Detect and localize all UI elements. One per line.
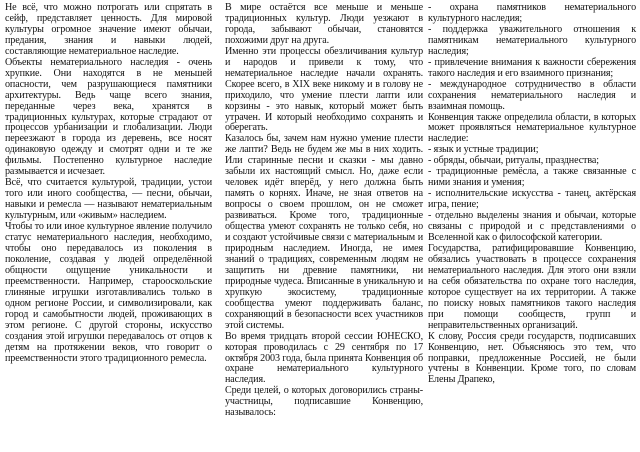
list-item: - традиционные ремёсла, а также связанные с ними знания и умения; (428, 166, 636, 189)
list-item: - международное сотрудничество в области сохранения нематериального наследия и взаимная помощь. (428, 78, 636, 112)
paragraph: В мире остаётся все меньше и меньше традиционных культур. Люди уезжают в города, забывают обычаи, становятся похожими друг на друга. (225, 2, 423, 46)
list-item: - отдельно выделены знания и обычаи, которые связаны с природой и с представлениями о Вселенной как о философской категории. (428, 210, 636, 244)
list-item: - привлечение внимания к важности сбережения такого наследия и его взаимного признания; (428, 56, 636, 79)
paragraph: Именно эти процессы обезличивания культур и народов и привели к тому, что нематериальное наследие начали охранять. Скорее всего, в XIX веке никому и в голову не приходило, что умение плести лапти или корзины - это навык, который может быть утрачен. И который необходимо сохранять и оберегать. (225, 45, 423, 134)
text-column-1 (5, 3, 212, 364)
paragraph: Всё, что считается культурой, традиции, устои того или иного сообщества, — песни, обычаи, навыки и ремесла — называют нематериальным культурным, или «живым» наследием. (5, 177, 212, 222)
paragraph: Государства, ратифицировавшие Конвенцию, обязались участвовать в процессе сохранения нематериального наследия. Для этого они взяли на себя обязательства по охране того наследия, которое существует на их территории. А также по поиску новых памятников такого наследия при помощи сообществ, групп и неправительственных организаций. (428, 242, 636, 331)
paragraph: Среди целей, о которых договорились страны-участницы, подписавшие Конвенцию, называлось: (225, 385, 423, 419)
paragraph: Не всё, что можно потрогать или спрятать в сейф, представляет ценность. Для мировой культуры огромное значение имеют обычаи, предания, знания и навыки людей, составляющие нематериальное наследие. (5, 2, 212, 57)
list-item: - поддержка уважительного отношения к памятникам нематериального культурного наследия; (428, 23, 636, 57)
list-item: - исполнительские искусства - танец, актёрская игра, пение; (428, 188, 636, 211)
text-column-2 (225, 3, 423, 419)
paragraph: Казалось бы, зачем нам нужно умение плести же лапти? Ведь не будем же мы в них ходить. Или старинные песни и сказки - мы давно забыли их настоящий смысл. Но, даже если человек идёт вперёд, у него должна быть память о корнях. Иначе, не зная ответов на вопросы о своем прошлом, он не сможет развиваться. Кроме того, традиционные общества умеют сохранять не только себя, но и создают устойчивые связи с материальным и природным наследием. Иногда, не имея знаний о традициях, современным людям не защитить ни древние памятники, ни природные чудеса. Вписанные в уникальную и хрупкую экосистему, традиционные сообщества умеют поддерживать баланс, сохраняющий в безопасности всех участников этой системы. (225, 133, 423, 331)
list-item: - охрана памятников нематериального культурного наследия; (428, 2, 636, 24)
paragraph: Конвенция также определила области, в которых может проявляться нематериальное культурное наследие: (428, 111, 636, 145)
paragraph: Чтобы то или иное культурное явление получило статус нематериального наследия, необходимо, чтобы оно передавалось из поколения в поколение, создавая у людей определённой общности ощущение уникальности и преемственности. Например, старооскольские глиняные игрушки изготавливались только в одном регионе России, и символизировали, как город и самобытности людей, проживающих в этом регионе. С другой стороны, искусство создания этой игрушки передавалось от отцов к детям на протяжении веков, что говорит о преемственности этого традиционного ремесла. (5, 221, 212, 364)
list-item: - обряды, обычаи, ритуалы, празднества; (428, 155, 599, 167)
list-item: - язык и устные традиции; (428, 144, 539, 156)
paragraph: Объекты нематериального наследия - очень хрупкие. Они находятся в не меньшей опасности, чем разрушающиеся памятники архитектуры. Ведь чаще всего знания, переданные через века, хранятся в традиционных культурах, которые страдают от процессов урбанизации и глобализации. Люди переезжают в города из деревень, все носят одинаковую одежду и смотрят одни и те же фильмы. Постепенно культурное наследие размывается и исчезает. (5, 56, 212, 178)
text-column-3 (428, 3, 636, 386)
paragraph: К слову, Россия среди государств, подписавших Конвенцию, нет. Объясняюсь это тем, что поправки, предложенные Россией, не были учтены в Конвенции. Кроме того, по словам Елены Драпеко, (428, 330, 636, 386)
paragraph: Во время тридцать второй сессии ЮНЕСКО, которая проводилась с 29 сентября по 17 октября 2003 года, была принята Конвенция об охране нематериального культурного наследия. (225, 330, 423, 386)
